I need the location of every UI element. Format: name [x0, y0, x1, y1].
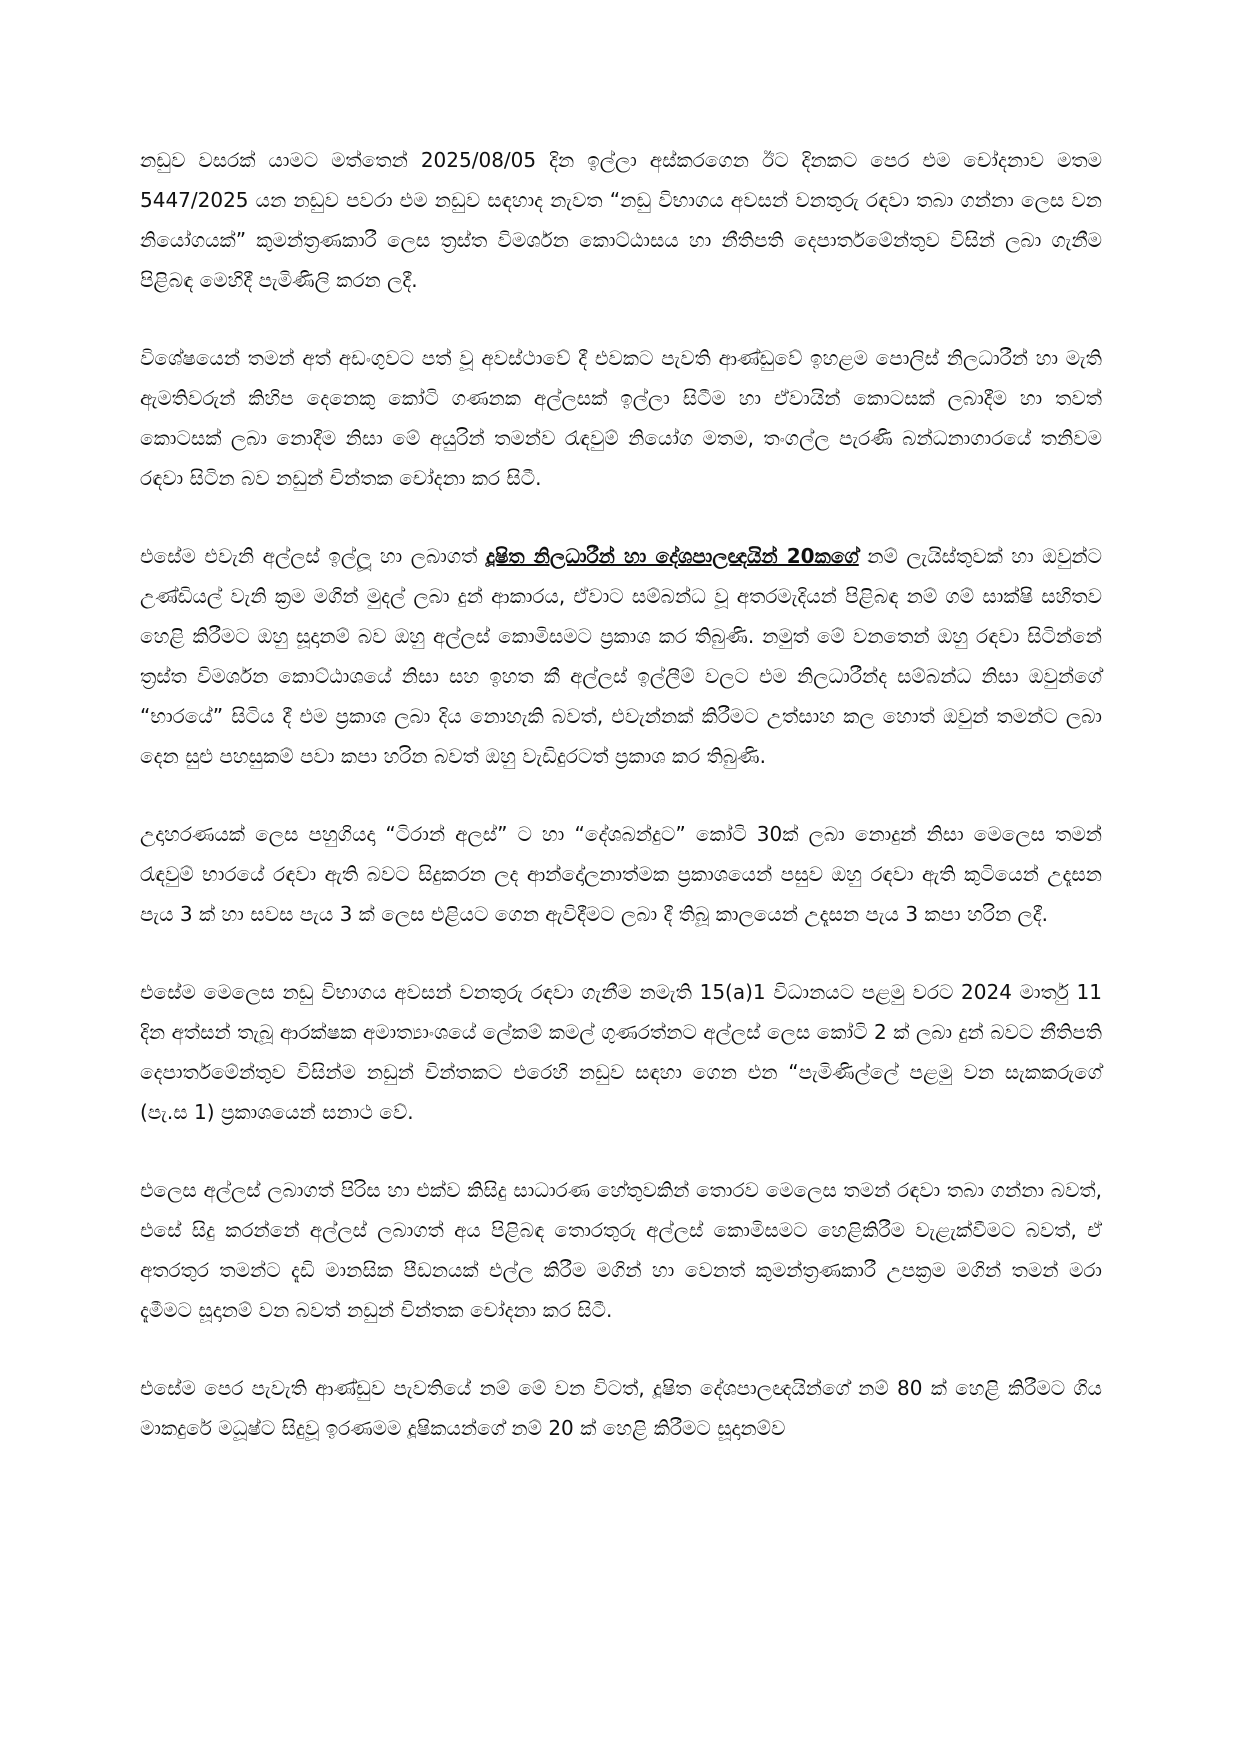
- paragraph-2: විශේෂයෙන් තමන් අත් අඩංගුවට පත් වූ අවස්ථාවේ දී එවකට පැවති ආණ්ඩුවේ ඉහළම පොලිස් නිලධාරීන් හා මැති ඇමතිවරුන් කිහිප දෙනෙකු කෝටි ගණනක අල්ලසක් ඉල්ලා සිටීම හා ඒවායින් කොටසක් ලබාදීම හා තවත් කොටසක් ලබා නොදීම නිසා මේ අයුරින් තමන්ව රැඳවුම් නියෝග මතම, තංගල්ල පැරණි බන්ධනාගාරයේ තනිවම රඳවා සිටින බව නඩුන් චින්තක චෝදනා කර සිටී.: [140, 346, 1102, 490]
- emphasized-phrase: දූෂිත නිලධාරීන් හා දේශපාලඥයින් 20කගේ: [485, 544, 859, 568]
- paragraph-1: නඩුව වසරක් යාමට මත්තෙන් 2025/08/05 දින ඉල්ලා අස්කරගෙන ඊට දිනකට පෙර එම චෝදනාව මතම 5447/2025 යන නඩුව පවරා එම නඩුව සඳහාද නැවත “නඩු විභාගය අවසන් වනතුරු රඳවා තබා ගන්නා ලෙස වන නියෝගයක්” කුමන්ත්‍රණකාරී ලෙස ත්‍රස්ත විමර්ශන කොට්ඨාසය හා නීතිපති දෙපාර්තමේන්තුව විසින් ලබා ගැනීම පිළිබඳ මෙහිදී පැමිණිලි කරන ලදී.: [140, 148, 1102, 292]
- paragraph-3-lead: එසේම එවැනි අල්ලස් ඉල්ලූ හා ලබාගත්: [140, 544, 486, 568]
- paragraph-7: එසේම පෙර පැවැති ආණ්ඩුව පැවතියේ නම් මේ වන විටත්, දූෂිත දේශපාලඥයින්ගේ නම් 80 ක් හෙළි කිරීමට ගිය මාකදුරේ මධූෂ්ට සිදුවූ ඉරණමම දූෂිකයන්ගේ නම් 20 ක් හෙළි කිරීමට සූදානම්ව: [140, 1376, 1102, 1440]
- paragraph-4: උදාහරණයක් ලෙස පහුගියදා “ටිරාන් අලස්” ට හා “දේශබන්දුට” කෝටි 30ක් ලබා නොදුන් නිසා මෙලෙස තමන් රැඳවුම් භාරයේ රඳවා ඇති බවට සිදුකරන ලද ආන්දෝලනාත්මක ප්‍රකාශයෙන් පසුව ඔහු රඳවා ඇති කුටියෙන් උදෑසන පැය 3 ක් හා සවස පැය 3 ක් ලෙස එළියට ගෙන ඇවිදීමට ලබා දී තිබූ කාලයෙන් උදෑසන පැය 3 කපා හරින ලදී.: [140, 822, 1102, 926]
- paragraph-3-rest: නම් ලැයිස්තුවක් හා ඔවුන්ට උණ්ඩියල් වැනි ක්‍රම මගින් මුදල් ලබා දුන් ආකාරය, ඒවාට සම්බන්ධ වූ අතරමැදියන් පිළිබඳ නම් ගම් සාක්ෂි සහිතව හෙළි කිරීමට ඔහු සූදානම් බව ඔහු අල්ලස් කොමිසමට ප්‍රකාශ කර තිබුණි. නමුත් මේ වනතෙන් ඔහු රඳවා සිටින්නේ ත්‍රස්ත විමර්ශන කොට්ඨාශයේ නිසා සහ ඉහත කී අල්ලස් ඉල්ලීම් වලට එම නිලධාරීන්ද සම්බන්ධ නිසා ඔවුන්ගේ “භාරයේ” සිටිය දී එම ප්‍රකාශ ලබා දිය නොහැකි බවත්, එවැන්නක් කිරීමට උත්සාහ කල හොත් ඔවුන් තමන්ට ලබා දෙන සුළු පහසුකම් පවා කපා හරින බවත් ඔහු වැඩිදුරටත් ප්‍රකාශ කර තිබුණි.: [140, 544, 1102, 768]
- paragraph-6: එලෙස අල්ලස් ලබාගත් පිරිස හා එක්ව කිසිදු සාධාරණ හේතුවකින් තොරව මෙලෙස තමන් රඳවා තබා ගන්නා බවත්, එසේ සිදු කරන්නේ අල්ලස් ලබාගත් අය පිළිබඳ තොරතුරු අල්ලස් කොමිසමට හෙළිකිරීම වැළැක්වීමට බවත්, ඒ අතරතුර තමන්ට දැඩි මානසික පීඩනයක් එල්ල කිරීම මගින් හා වෙනත් කුමන්ත්‍රණකාරී උපක්‍රම මගින් තමන් මරා දැමීමට සූදානම් වන බවත් නඩුන් චින්තක චෝදනා කර සිටී.: [140, 1178, 1102, 1322]
- document-page: [140, 140, 1102, 1486]
- paragraph-3: [140, 536, 1102, 776]
- paragraph-5: එසේම මෙලෙස නඩු විභාගය අවසන් වනතුරු රඳවා ගැනීම නමැති 15(a)1 විධානයට පළමු වරට 2024 මාර්තු 11 දින අත්සන් තැබූ ආරක්ෂක අමාත්‍යාංශයේ ලේකම් කමල් ගුණරත්නට අල්ලස් ලෙස කෝටි 2 ක් ලබා දුන් බවට නීතිපති දෙපාර්තමේන්තුව විසින්ම නඩුන් චින්තකට එරෙහි නඩුව සඳහා ගෙන එන “පැමිණිල්ලේ පළමු වන සැකකරුගේ (පැ.ස 1) ප්‍රකාශයෙන් සනාථ වේ.: [140, 980, 1102, 1124]
